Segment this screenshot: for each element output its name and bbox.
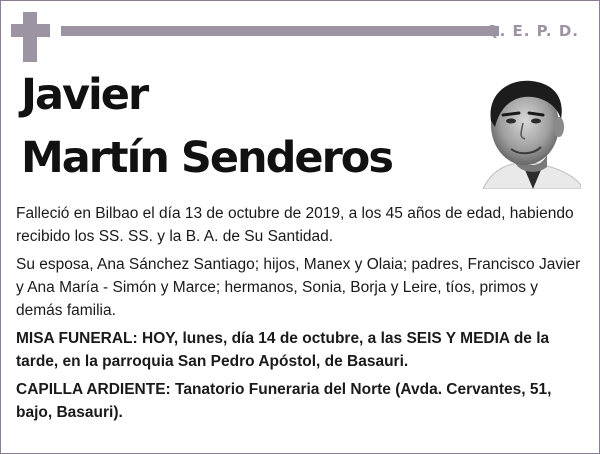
funeral-mass-info: MISA FUNERAL: HOY, lunes, día 14 de octubre, a las SEIS Y MEDIA de la tarde, en la parroquia San Pedro Apóstol, de Basauri. — [16, 330, 550, 370]
notice-body — [16, 202, 586, 429]
qepd-label: Q. E. P. D. — [485, 22, 579, 40]
deceased-surnames: Martín Senderos — [21, 133, 392, 183]
portrait-image — [473, 75, 581, 189]
cross-icon — [23, 12, 37, 62]
header-rule — [61, 26, 499, 36]
cross-icon-bar — [11, 24, 50, 37]
deceased-first-name: Javier — [21, 70, 148, 120]
chapel-info: CAPILLA ARDIENTE: Tanatorio Funeraria del Norte (Avda. Cervantes, 51, bajo, Basauri). — [16, 381, 552, 421]
family-list: Su esposa, Ana Sánchez Santiago; hijos, Manex y Olaia; padres, Francisco Javier y Ana María - Simón y Marce; hermanos, Sonia, Borja y Leire, tíos, primos y demás familia. — [16, 256, 581, 319]
portrait-photo — [473, 75, 581, 189]
death-announcement: Falleció en Bilbao el día 13 de octubre de 2019, a los 45 años de edad, habiendo recibido los SS. SS. y la B. A. de Su Santidad. — [16, 205, 574, 245]
